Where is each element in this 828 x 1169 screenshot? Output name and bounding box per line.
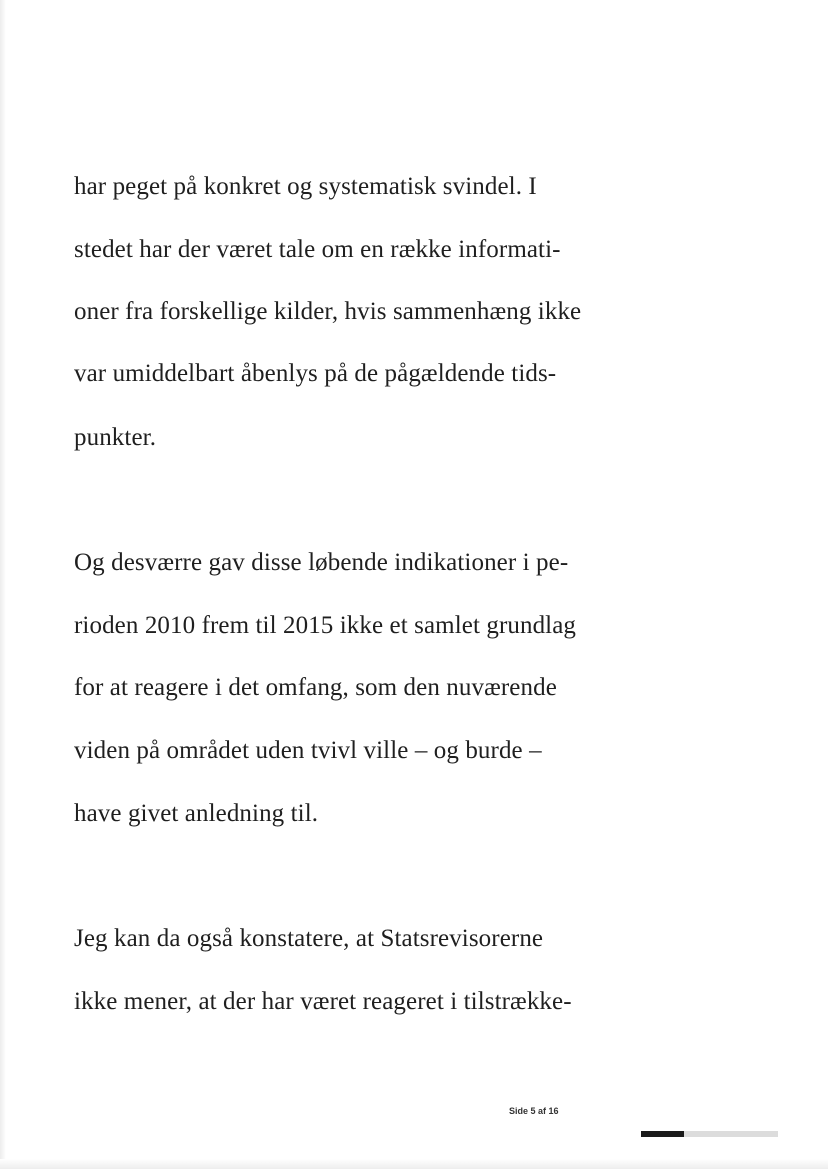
text-line: rioden 2010 frem til 2015 ikke et samlet grundlag: [74, 612, 577, 639]
text-line: have givet anledning til.: [74, 800, 319, 827]
page-progress-bar: [641, 1131, 778, 1137]
scan-edge-left: [0, 0, 6, 1169]
text-line: Jeg kan da også konstatere, at Statsrevisorerne: [74, 925, 544, 952]
text-line: har peget på konkret og systematisk svindel. I: [74, 173, 537, 200]
text-line: stedet har der været tale om en række informati-: [74, 236, 561, 263]
text-line: Og desværre gav disse løbende indikationer i pe-: [74, 549, 569, 576]
text-line: for at reagere i det omfang, som den nuværende: [74, 674, 557, 701]
text-line: oner fra forskellige kilder, hvis sammenhæng ikke: [74, 298, 582, 325]
text-line: ikke mener, at der har været reageret i tilstrække-: [74, 988, 572, 1015]
page-number: Side 5 af 16: [509, 1106, 559, 1116]
text-line: var umiddelbart åbenlys på de pågældende tids-: [74, 360, 557, 387]
text-line: punkter.: [74, 424, 157, 451]
text-line: viden på området uden tvivl ville – og burde –: [74, 737, 542, 764]
scan-edge-bottom: [0, 1159, 828, 1169]
page-progress-fill: [641, 1131, 684, 1137]
